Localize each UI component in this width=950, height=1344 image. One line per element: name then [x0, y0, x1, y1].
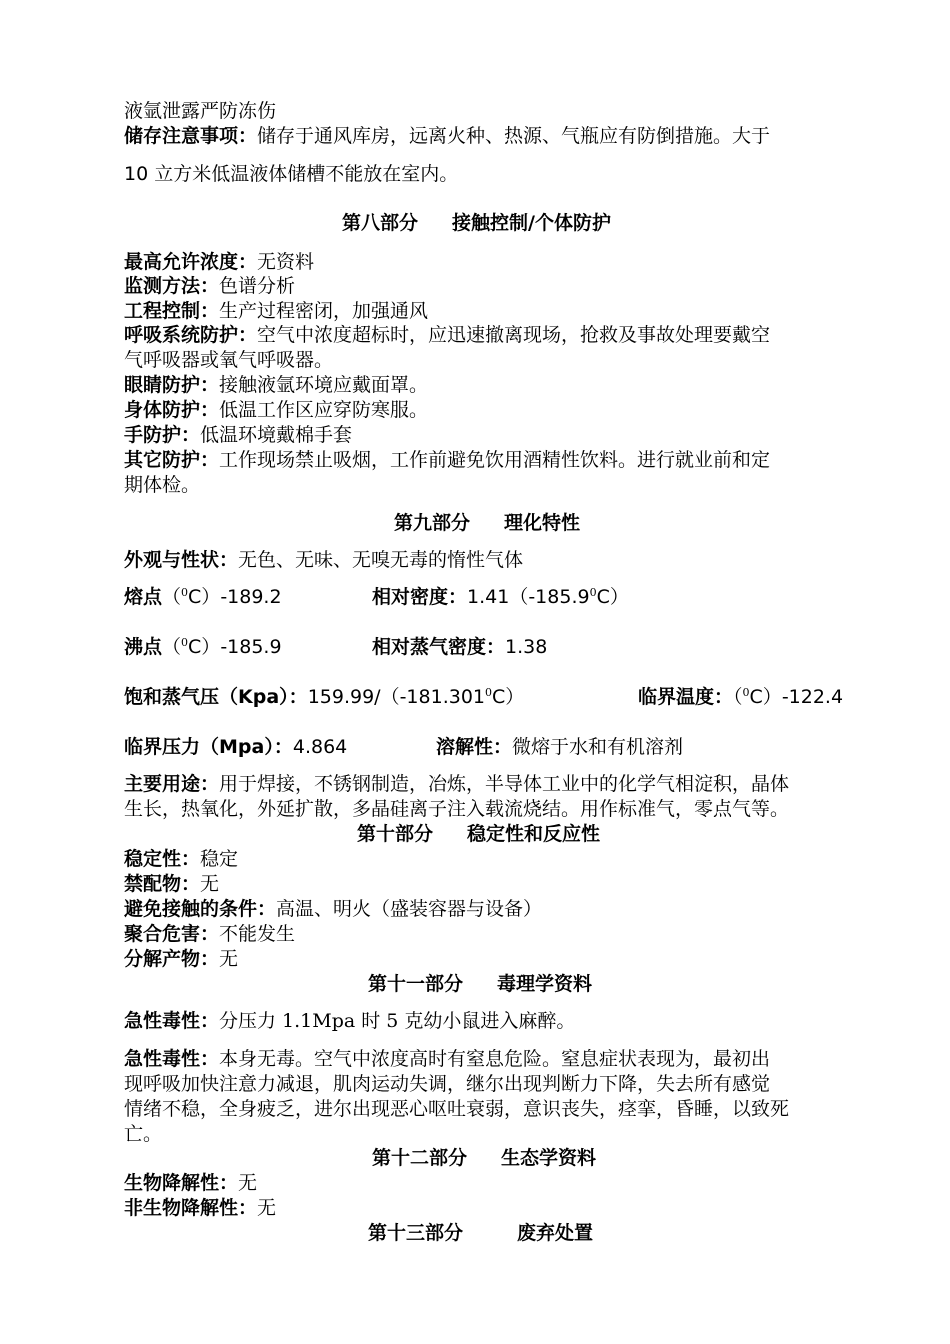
field-row: [124, 398, 864, 422]
degree-sup: 0: [181, 586, 189, 599]
section-part: 第十三部分: [368, 1222, 464, 1244]
field-label: 手防护：: [124, 424, 201, 446]
field-value: 微熔于水和有机溶剂: [512, 736, 684, 758]
field-value: 期体检。: [124, 474, 201, 496]
critical-temperature: [638, 685, 843, 709]
field-label: 最高允许浓度：: [124, 251, 258, 273]
storage-precautions: [124, 124, 864, 148]
field-value: 1.41（-185.9: [467, 586, 590, 608]
field-value: 亡。: [124, 1123, 163, 1145]
field-label: 急性毒性：: [124, 1010, 220, 1032]
relative-density: [372, 585, 629, 609]
boiling-point-row: [124, 635, 864, 659]
field-value: 159.99/（-181.301: [307, 686, 485, 708]
field-row: [124, 348, 864, 372]
field-value: 低温工作区应穿防寒服。: [219, 399, 429, 421]
storage-note-line: [124, 99, 864, 123]
field-row: [124, 373, 864, 397]
field-value: 高温、明火（盛装容器与设备）: [276, 898, 543, 920]
field-value: 4.864: [292, 736, 348, 758]
field-row: [124, 947, 864, 971]
field-value: 低温环境戴棉手套: [200, 424, 353, 446]
field-value: 无色、无味、无嗅无毒的惰性气体: [238, 549, 524, 571]
field-value: 1.38: [505, 636, 548, 658]
section-title: 生态学资料: [501, 1147, 597, 1169]
vapor-pressure-row: [124, 685, 864, 709]
main-use-row-cont: [124, 797, 864, 821]
section-part: 第十一部分: [368, 973, 464, 995]
field-value: 储存于通风库房，远离火种、热源、气瓶应有防倒措施。大于: [257, 125, 771, 147]
field-label: 相对密度：: [372, 586, 468, 608]
section-13-heading: [368, 1221, 593, 1245]
boiling-point-value: -185.9: [220, 636, 282, 658]
field-value: 不能发生: [219, 923, 296, 945]
degree-sup: 0: [589, 586, 597, 599]
boiling-point-label: 沸点: [124, 636, 163, 658]
field-label: 饱和蒸气压（: [124, 686, 239, 708]
appearance-row: [124, 548, 864, 572]
storage-precautions-cont: [124, 162, 864, 186]
acute-toxicity-row: [124, 1009, 864, 1033]
field-value: 生产过程密闭，加强通风: [219, 300, 429, 322]
field-row: [124, 299, 864, 323]
field-value: 接触液氩环境应戴面罩。: [219, 374, 429, 396]
degree-sup: 0: [181, 636, 189, 649]
melting-point-label: 熔点: [124, 586, 163, 608]
field-value: 生长，热氧化，外延扩散，多晶硅离子注入载流烧结。用作标准气，零点气等。: [124, 798, 790, 820]
relative-vapor-density: [372, 635, 547, 659]
field-value: 色谱分析: [219, 275, 296, 297]
degree-sup: 0: [742, 686, 750, 699]
field-label: 监测方法：: [124, 275, 220, 297]
section-part: 第八部分: [342, 212, 419, 234]
field-value: 无资料: [257, 251, 315, 273]
field-value: 工作现场禁止吸烟，工作前避免饮用酒精性饮料。进行就业前和定: [219, 449, 771, 471]
field-label: 外观与性状：: [124, 549, 239, 571]
section-part: 第九部分: [394, 512, 471, 534]
field-value: 无: [219, 948, 239, 970]
acute-toxicity-cont: [124, 1097, 864, 1121]
field-label: ）：: [279, 686, 308, 708]
section-title: 毒理学资料: [497, 973, 593, 995]
field-label: 眼睛防护：: [124, 374, 220, 396]
field-row: [124, 250, 864, 274]
field-value: 无: [200, 873, 220, 895]
melting-point-row: [124, 585, 864, 609]
field-value: 气呼吸器或氧气呼吸器。: [124, 349, 334, 371]
text-span: 10 立方米低温液体储槽不能放在室内。: [124, 163, 459, 185]
field-label: 聚合危害：: [124, 923, 220, 945]
unit-text: C）: [596, 586, 629, 608]
field-value: -122.4: [781, 686, 844, 708]
unit-text: C）: [188, 586, 221, 608]
field-label: 临界温度：: [638, 686, 734, 708]
melting-point-value: -189.2: [220, 586, 282, 608]
section-8-heading: [342, 211, 611, 235]
field-label: 相对蒸气密度：: [372, 636, 506, 658]
unit-text: Kpa: [238, 686, 280, 708]
section-11-heading: [368, 972, 592, 996]
field-value: 现呼吸加快注意力减退，肌肉运动失调，继尔出现判断力下降，失去所有感觉: [124, 1073, 771, 1095]
field-row: [124, 423, 864, 447]
unit-text: C）: [492, 686, 525, 708]
section-9-heading: [394, 511, 580, 535]
main-use-row: [124, 772, 864, 796]
section-part: 第十二部分: [372, 1147, 468, 1169]
section-title: 理化特性: [504, 512, 581, 534]
field-label: 身体防护：: [124, 399, 220, 421]
field-row: [124, 897, 864, 921]
unit-paren: （: [162, 636, 182, 658]
field-label: 溶解性：: [436, 736, 513, 758]
field-label: ）：: [264, 736, 293, 758]
section-part: 第十部分: [357, 823, 434, 845]
unit-paren: （: [162, 586, 182, 608]
section-10-heading: [357, 822, 600, 846]
field-value: 本身无毒。空气中浓度高时有窒息危险。窒息症状表现为，最初出: [219, 1048, 771, 1070]
field-row: [124, 323, 864, 347]
field-value: 分压力 1.1Mpa 时 5 克幼小鼠进入麻醉。: [219, 1010, 576, 1032]
unit-paren: （: [733, 686, 743, 708]
field-row: [124, 872, 864, 896]
acute-toxicity-cont: [124, 1072, 864, 1096]
field-row: [124, 1196, 864, 1220]
field-row: [124, 448, 864, 472]
field-value: 用于焊接，不锈钢制造，冶炼，半导体工业中的化学气相淀积，晶体: [219, 773, 790, 795]
field-label: 工程控制：: [124, 300, 220, 322]
field-value: 情绪不稳，全身疲乏，进尔出现恶心呕吐衰弱，意识丧失，痉挛，昏睡，以致死: [124, 1098, 790, 1120]
field-label: 生物降解性：: [124, 1172, 239, 1194]
field-value: 空气中浓度超标时，应迅速撤离现场，抢救及事故处理要戴空: [257, 324, 771, 346]
field-value: 稳定: [200, 848, 239, 870]
unit-text: C）: [749, 686, 782, 708]
field-value: 无: [257, 1197, 277, 1219]
field-label: 其它防护：: [124, 449, 220, 471]
field-label: 主要用途：: [124, 773, 220, 795]
field-label: 避免接触的条件：: [124, 898, 277, 920]
section-title: 接触控制/个体防护: [452, 212, 611, 234]
field-label: 稳定性：: [124, 848, 201, 870]
field-row: [124, 473, 864, 497]
field-label: 呼吸系统防护：: [124, 324, 258, 346]
field-row: [124, 274, 864, 298]
section-12-heading: [372, 1146, 596, 1170]
field-label: 临界压力（: [124, 736, 220, 758]
acute-toxicity-cont: [124, 1122, 864, 1146]
field-label: 禁配物：: [124, 873, 201, 895]
acute-toxicity-row: [124, 1047, 864, 1071]
unit-text: C）: [188, 636, 221, 658]
degree-sup: 0: [485, 686, 492, 699]
field-label: 非生物降解性：: [124, 1197, 258, 1219]
critical-pressure-row: [124, 735, 864, 759]
field-value: 无: [238, 1172, 258, 1194]
field-label: 急性毒性：: [124, 1048, 220, 1070]
field-label: 分解产物：: [124, 948, 220, 970]
field-row: [124, 1171, 864, 1195]
field-row: [124, 922, 864, 946]
field-row: [124, 847, 864, 871]
field-label: 储存注意事项：: [124, 125, 258, 147]
unit-text: Mpa: [219, 736, 265, 758]
text-span: 液氩泄露严防冻伤: [124, 100, 277, 122]
section-title: 稳定性和反应性: [467, 823, 601, 845]
section-title: 废弃处置: [517, 1222, 594, 1244]
solubility: [436, 735, 683, 759]
